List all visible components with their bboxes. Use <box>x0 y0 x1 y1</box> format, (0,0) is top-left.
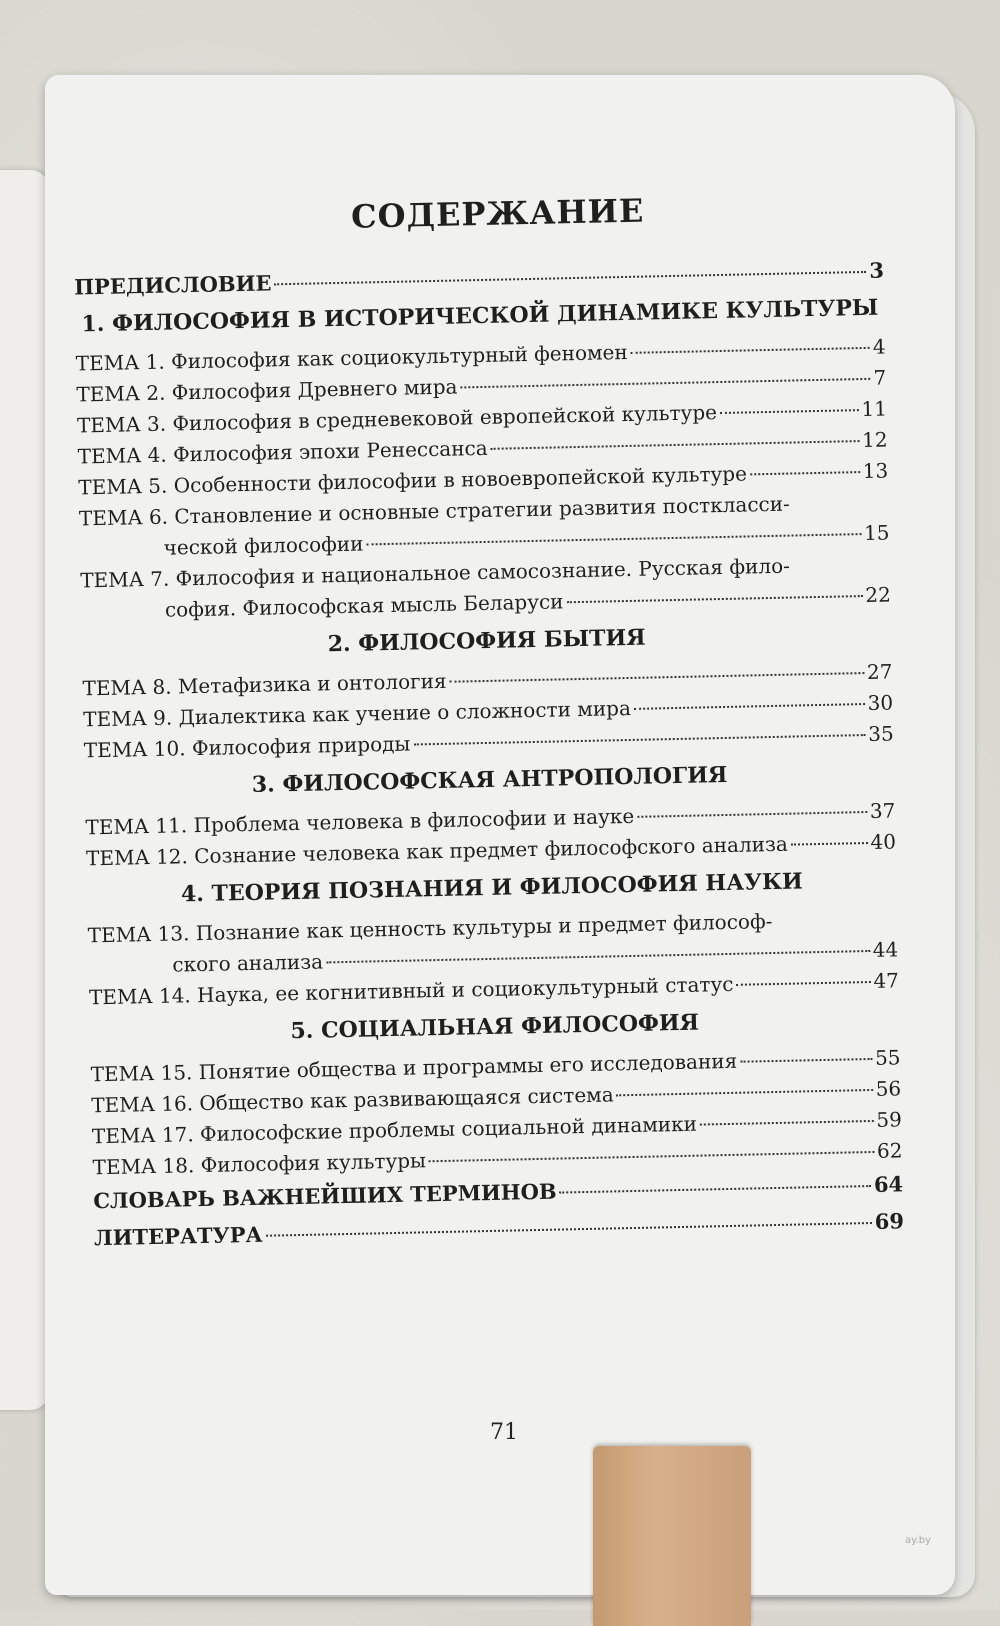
dot-leader <box>560 1185 871 1194</box>
toc-page-number: 15 <box>863 520 890 546</box>
dot-leader <box>413 734 865 745</box>
dot-leader <box>634 703 865 710</box>
dot-leader <box>617 1089 873 1096</box>
toc-page-number: 4 <box>872 334 886 359</box>
toc-entry-title: ТЕМА 8. Метафизика и онтология <box>82 668 447 701</box>
toc-page-number: 40 <box>870 829 897 854</box>
toc-page-number: 11 <box>861 396 888 422</box>
section-heading: 1. ФИЛОСОФИЯ В ИСТОРИЧЕСКОЙ ДИНАМИКЕ КУЛЬТУРЫ <box>81 294 879 338</box>
toc-entry-title-cont: ческой философии <box>163 531 364 560</box>
toc-entry-title-cont: ского анализа <box>172 949 324 977</box>
toc-entry-title: ТЕМА 18. Философия культуры <box>92 1148 427 1180</box>
page-title: СОДЕРЖАНИЕ <box>350 191 645 236</box>
toc-entry-title: ТЕМА 11. Проблема человека в философии и науке <box>85 803 635 840</box>
toc-page-number: 59 <box>876 1107 903 1132</box>
section-heading: 5. СОЦИАЛЬНАЯ ФИЛОСОФИЯ <box>290 1009 700 1045</box>
dot-leader <box>720 409 859 414</box>
toc-page-number: 69 <box>874 1208 905 1234</box>
toc-entry-title: ТЕМА 5. Особенности философии в новоевропейской культуре <box>78 461 748 500</box>
dot-leader <box>326 950 870 963</box>
section-heading: 3. ФИЛОСОФСКАЯ АНТРОПОЛОГИЯ <box>251 761 728 798</box>
dot-leader <box>740 1058 872 1063</box>
toc-entry-title: ТЕМА 4. Философия эпохи Ренессанса <box>77 435 488 469</box>
toc-page-number: 47 <box>873 968 900 993</box>
toc-entry-title: ТЕМА 6. Становление и основные стратегии развития посткласси- <box>78 491 791 531</box>
toc-entry-title: ТЕМА 9. Диалектика как учение о сложности мира <box>82 695 632 732</box>
dot-leader <box>491 440 859 450</box>
toc-page-number: 13 <box>862 458 889 484</box>
toc-page-number: 64 <box>873 1171 904 1197</box>
toc-page-number: 55 <box>874 1045 901 1070</box>
toc-entry-title: ТЕМА 16. Общество как развивающаяся система <box>91 1082 614 1118</box>
toc-page-number: 56 <box>875 1076 902 1101</box>
dot-leader <box>791 842 868 846</box>
dot-leader <box>700 1120 873 1126</box>
toc-page-number: 30 <box>867 690 894 715</box>
dot-leader <box>429 1151 874 1162</box>
dot-leader <box>460 378 870 389</box>
toc-entry-title: ТЕМА 3. Философия в средневековой европейской культуре <box>76 400 718 438</box>
wooden-stick <box>593 1446 751 1626</box>
toc-entry-title: ЛИТЕРАТУРА <box>93 1221 263 1251</box>
dot-leader <box>631 347 870 354</box>
toc-entry-title: ТЕМА 15. Понятие общества и программы его исследования <box>90 1048 738 1087</box>
dot-leader <box>750 471 860 475</box>
toc-page-number: 35 <box>868 721 894 746</box>
toc-page-number: 27 <box>866 659 893 684</box>
toc-entry-title: ТЕМА 13. Познание как ценность культуры и предмет философ- <box>87 909 773 948</box>
dot-leader <box>450 672 864 683</box>
toc-page-number: 12 <box>861 427 888 453</box>
toc-entry-title: СЛОВАРЬ ВАЖНЕЙШИХ ТЕРМИНОВ <box>93 1178 557 1214</box>
toc-entry-title-cont: софия. Философская мысль Беларуси <box>164 589 564 622</box>
toc-page-number: 44 <box>872 937 899 962</box>
toc-page-number: 22 <box>865 582 892 608</box>
adjacent-page-edge <box>0 170 50 1410</box>
toc-page-number: 37 <box>869 798 896 823</box>
toc-entry-title: ТЕМА 14. Наука, ее когнитивный и социокультурный статус <box>88 971 734 1010</box>
section-heading: 4. ТЕОРИЯ ПОЗНАНИЯ И ФИЛОСОФИЯ НАУКИ <box>180 868 804 908</box>
toc-page-number: 7 <box>873 365 887 390</box>
toc-page-number: 62 <box>876 1138 903 1163</box>
watermark: ay.by <box>905 1535 932 1546</box>
toc-entry-title: ТЕМА 17. Философские проблемы социальной динамики <box>91 1111 698 1149</box>
dot-leader <box>266 1222 872 1237</box>
toc-entry-title: ПРЕДИСЛОВИЕ <box>73 270 272 300</box>
toc-entry-title: ТЕМА 12. Сознание человека как предмет философского анализа <box>85 831 789 871</box>
dot-leader <box>566 595 862 603</box>
dot-leader <box>736 981 870 986</box>
toc-entry-title: ТЕМА 1. Философия как социокультурный феномен <box>75 339 628 376</box>
table-of-contents <box>72 187 904 1254</box>
dot-leader <box>274 271 866 285</box>
toc-sections <box>75 292 903 1184</box>
section-heading: 2. ФИЛОСОФИЯ БЫТИЯ <box>327 624 646 658</box>
toc-page-number: 3 <box>869 257 885 283</box>
dot-leader <box>637 811 867 818</box>
toc-entry-title: ТЕМА 7. Философия и национальное самосознание. Русская фило- <box>80 553 791 593</box>
dot-leader <box>366 533 861 545</box>
toc-entry-title: ТЕМА 10. Философия природы <box>83 731 411 763</box>
toc-entry-title: ТЕМА 2. Философия Древнего мира <box>76 374 458 407</box>
page-number: 71 <box>490 1420 518 1445</box>
